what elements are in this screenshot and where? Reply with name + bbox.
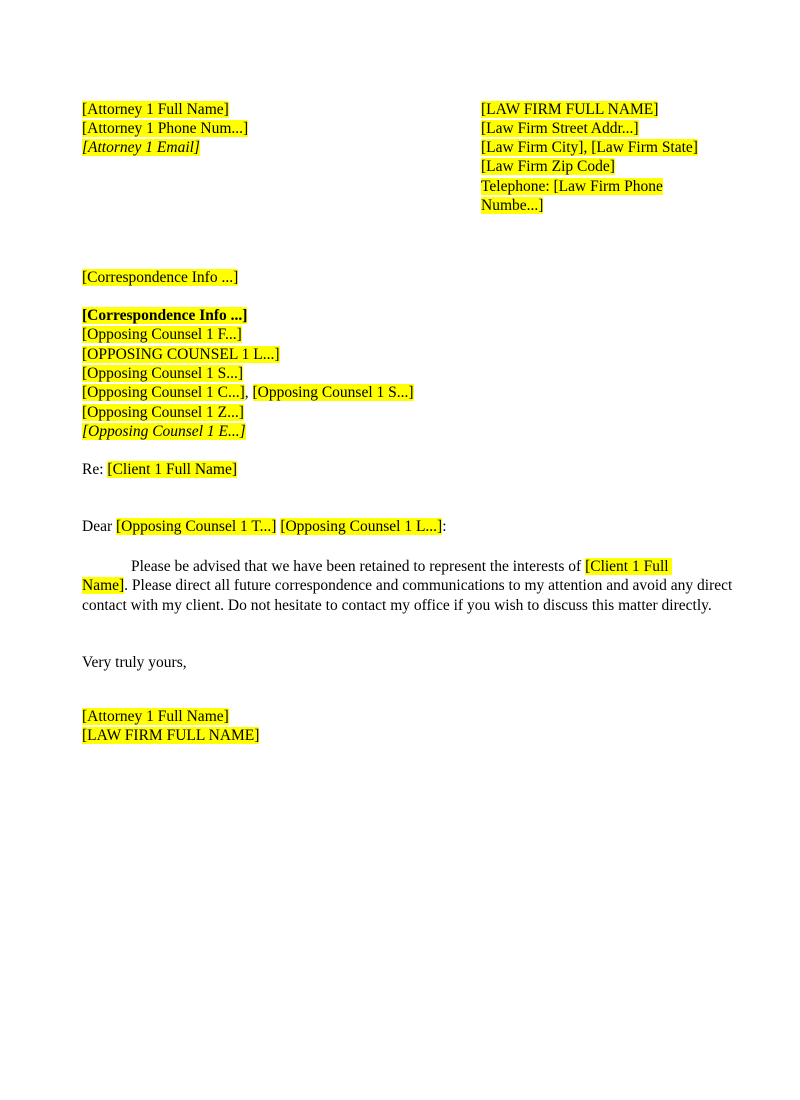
firm-state-field[interactable]: [Law Firm State] [591,139,698,156]
salutation-dear: Dear [82,518,116,535]
salutation-title-field[interactable]: [Opposing Counsel 1 T...] [116,518,277,535]
opposing-city-field[interactable]: [Opposing Counsel 1 C...] [82,384,245,401]
correspondence-info-field-1[interactable]: [Correspondence Info ...] [82,269,239,286]
opposing-city-state-line [82,383,414,402]
opposing-first-line [82,325,242,344]
opposing-last-line [82,345,280,364]
salutation-line [82,517,447,536]
opposing-last-field[interactable]: [OPPOSING COUNSEL 1 L...] [82,346,280,363]
signature-firm-field[interactable]: [LAW FIRM FULL NAME] [82,727,260,744]
attorney-name-line [82,100,229,119]
correspondence-info-field-2[interactable]: [Correspondence Info ...] [82,307,248,324]
salutation-last-field[interactable]: [Opposing Counsel 1 L...] [280,518,443,535]
signature-firm-line [82,726,259,745]
body-paragraph [82,557,737,615]
re-client-field[interactable]: [Client 1 Full Name] [107,461,237,478]
firm-street-line [481,119,639,138]
opposing-email-field[interactable]: [Opposing Counsel 1 E...] [82,423,246,440]
body-text-1: Please be advised that we have been retained to represent the interests of [131,558,586,575]
opposing-first-field[interactable]: [Opposing Counsel 1 F...] [82,326,242,343]
firm-zip-line [481,157,615,176]
re-line [82,460,237,479]
opposing-street-field[interactable]: [Opposing Counsel 1 S...] [82,365,244,382]
attorney-phone-field[interactable]: [Attorney 1 Phone Num...] [82,120,249,137]
firm-telephone-field-part2[interactable]: Numbe...] [481,197,544,214]
firm-telephone-field-part1[interactable]: Telephone: [Law Firm Phone [481,178,663,195]
signature-name-line [82,707,229,726]
firm-city-state-line [481,138,698,157]
opposing-zip-field[interactable]: [Opposing Counsel 1 Z...] [82,404,244,421]
attorney-email-field[interactable]: [Attorney 1 Email] [82,139,200,156]
correspondence-info-line-1 [82,268,238,287]
opposing-email-line [82,422,246,441]
body-client-field-part2[interactable]: Name] [82,577,125,595]
salutation-colon: : [442,518,447,535]
opposing-street-line [82,364,243,383]
closing-line [82,653,187,672]
attorney-phone-line [82,119,248,138]
firm-city-separator: , [583,139,592,156]
re-label: Re: [82,461,108,478]
body-client-field-part1[interactable]: [Client 1 Full [585,558,669,575]
attorney-email-line [82,138,200,157]
firm-city-field[interactable]: [Law Firm City] [481,139,584,156]
closing-text: Very truly yours, [82,654,187,671]
firm-zip-field[interactable]: [Law Firm Zip Code] [481,158,615,175]
body-text-2: . Please direct all future correspondence and communications to my attention and avoid any direct contact with my client. Do not hesitate to contact my office if you wish to discuss this matter directly. [82,577,733,614]
opposing-state-field[interactable]: [Opposing Counsel 1 S...] [252,384,414,401]
opposing-zip-line [82,403,244,422]
firm-telephone-line-1 [481,177,663,196]
firm-street-field[interactable]: [Law Firm Street Addr...] [481,120,639,137]
firm-telephone-line-2 [481,196,543,215]
firm-name-field[interactable]: [LAW FIRM FULL NAME] [481,101,659,118]
attorney-name-field[interactable]: [Attorney 1 Full Name] [82,101,229,118]
signature-attorney-field[interactable]: [Attorney 1 Full Name] [82,708,229,725]
opposing-city-separator: , [244,384,253,401]
correspondence-info-line-2 [82,306,247,325]
firm-name-line [481,100,658,119]
